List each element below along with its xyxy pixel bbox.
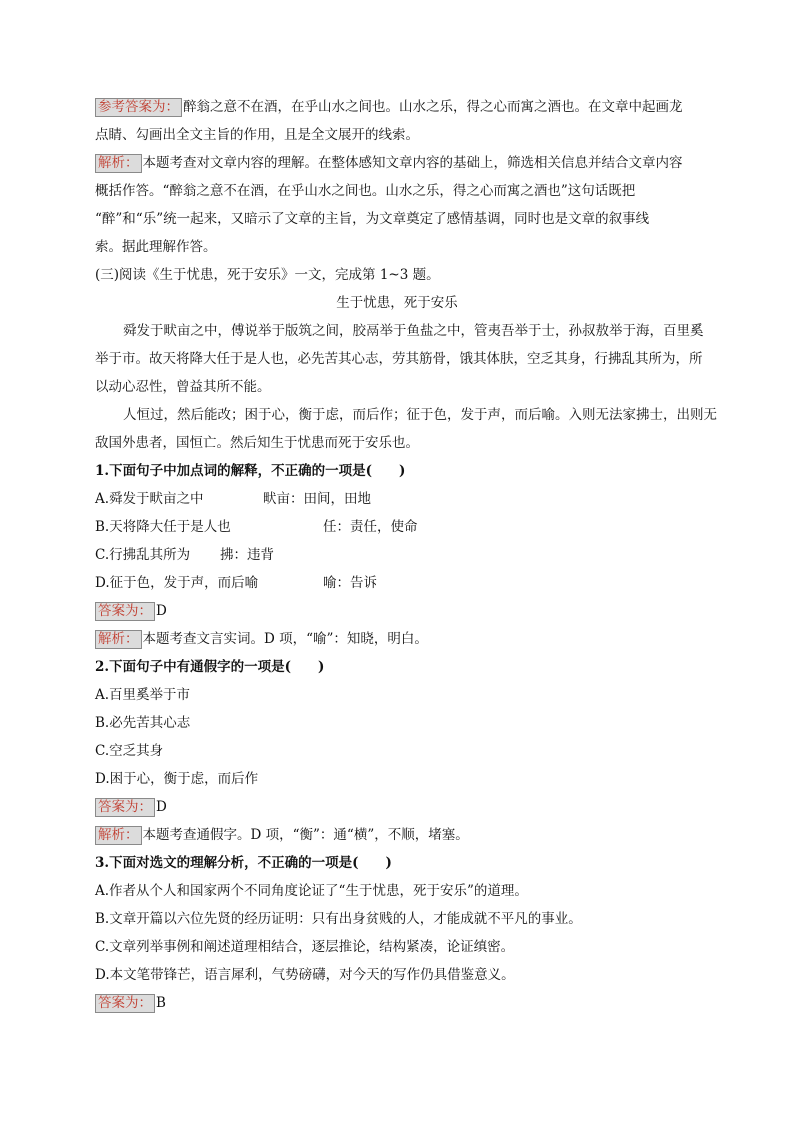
answer-label: 参考答案为： — [95, 98, 182, 117]
answer-label: 答案为： — [95, 994, 155, 1013]
q2-answer — [95, 797, 167, 817]
answer-value: D — [156, 799, 167, 815]
answer-label: 答案为： — [95, 602, 155, 621]
option-gloss: 拂：违背 — [220, 547, 274, 563]
passage-title: 生于忧患，死于安乐 — [336, 295, 458, 311]
q1-answer — [95, 601, 167, 621]
q2-option-b: B.必先苦其心志 — [95, 715, 191, 731]
passage-text-line: 人恒过，然后能改；困于心，衡于虑，而后作；征于色，发于声，而后喻。入则无法家拂士，出则无 — [123, 407, 717, 423]
q2-option-c: C.空乏其身 — [95, 743, 164, 759]
q1-option-a — [95, 489, 371, 509]
section-intro: (三)阅读《生于忧患，死于安乐》一文，完成第 1~3 题。 — [95, 267, 440, 283]
q1-analysis — [95, 629, 428, 649]
answer-value: B — [156, 995, 166, 1011]
passage-text-line: 舜发于畎亩之中，傅说举于版筑之间，胶鬲举于鱼盐之中，管夷吾举于士，孙叔敖举于海，百里奚 — [123, 323, 704, 339]
analysis-label: 解析： — [95, 630, 142, 649]
q1-option-c — [95, 545, 274, 565]
answer-text: 醉翁之意不在酒，在乎山水之间也。山水之乐，得之心而寓之酒也。在文章中起画龙 — [183, 99, 683, 115]
reference-answer-line — [95, 97, 683, 117]
analysis-text-line: 概括作答。“醉翁之意不在酒，在乎山水之间也。山水之乐，得之心而寓之酒也”这句话既把 — [95, 183, 636, 199]
q1-option-b — [95, 517, 418, 537]
option-gloss: 畎亩：田间，田地 — [263, 491, 371, 507]
analysis-text: 本题考查对文章内容的理解。在整体感知文章内容的基础上，筛选相关信息并结合文章内容 — [142, 155, 683, 171]
question-2-stem: 2.下面句子中有通假字的一项是( ) — [95, 659, 325, 675]
q1-option-d — [95, 573, 377, 593]
analysis-text-line: “醉”和“乐”统一起来，又暗示了文章的主旨，为文章奠定了感情基调，同时也是文章的叙事线 — [95, 211, 650, 227]
analysis-text: 本题考查通假字。D 项，“衡”：通“横”，不顺，堵塞。 — [142, 827, 469, 843]
option-gloss: 喻：告诉 — [323, 575, 377, 591]
q3-answer — [95, 993, 166, 1013]
answer-text-line: 点睛、勾画出全文主旨的作用，且是全文展开的线索。 — [95, 127, 419, 143]
passage-text-line: 以动心忍性，曾益其所不能。 — [95, 379, 271, 395]
question-1-stem: 1.下面句子中加点词的解释，不正确的一项是( ) — [95, 463, 406, 479]
analysis-label: 解析： — [95, 826, 142, 845]
analysis-text: 本题考查文言实词。D 项，“喻”：知晓，明白。 — [142, 631, 428, 647]
q2-analysis — [95, 825, 469, 845]
analysis-line — [95, 153, 683, 173]
option-sentence: A.舜发于畎亩之中 — [95, 491, 204, 507]
q2-option-d: D.困于心，衡于虑，而后作 — [95, 771, 259, 787]
q2-option-a: A.百里奚举于市 — [95, 687, 191, 703]
passage-text-line: 举于市。故天将降大任于是人也，必先苦其心志，劳其筋骨，饿其体肤，空乏其身，行拂乱其所为，所 — [95, 351, 703, 367]
option-sentence: B.天将降大任于是人也 — [95, 519, 231, 535]
option-sentence: D.征于色，发于声，而后喻 — [95, 575, 259, 591]
option-gloss: 任：责任，使命 — [323, 519, 418, 535]
question-3-stem: 3.下面对选文的理解分析，不正确的一项是( ) — [95, 855, 392, 871]
answer-value: D — [156, 603, 167, 619]
answer-label: 答案为： — [95, 798, 155, 817]
analysis-label: 解析： — [95, 154, 142, 173]
passage-text-line: 敌国外患者，国恒亡。然后知生于忧患而死于安乐也。 — [95, 435, 419, 451]
q3-option-c: C.文章列举事例和阐述道理相结合，逐层推论，结构紧凑，论证缜密。 — [95, 939, 515, 955]
q3-option-d: D.本文笔带锋芒，语言犀利，气势磅礴，对今天的写作仍具借鉴意义。 — [95, 967, 515, 983]
q3-option-a: A.作者从个人和国家两个不同角度论证了“生于忧患，死于安乐”的道理。 — [95, 883, 528, 899]
option-sentence: C.行拂乱其所为 — [95, 547, 191, 563]
analysis-text-line: 索。据此理解作答。 — [95, 239, 217, 255]
q3-option-b: B.文章开篇以六位先贤的经历证明：只有出身贫贱的人，才能成就不平凡的事业。 — [95, 911, 582, 927]
